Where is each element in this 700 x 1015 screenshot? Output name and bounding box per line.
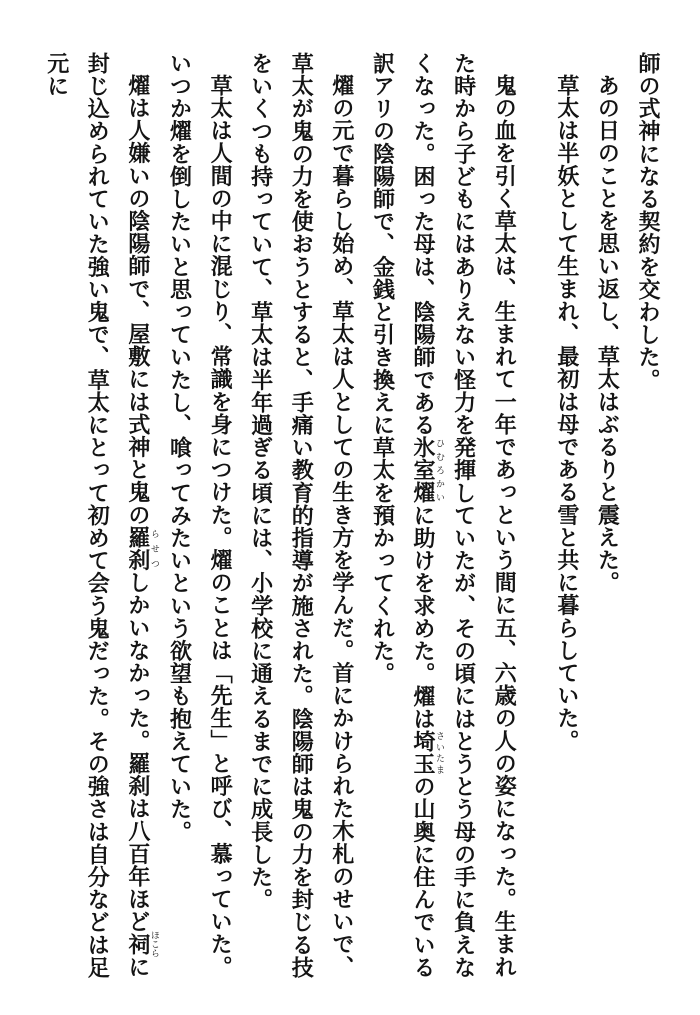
text-segment: 燿は人嫌いの陰陽師で、屋敷には式神と鬼の	[124, 74, 151, 526]
text-segment: に封じ込められていた強い鬼で、草太にとって初めて会う鬼だった。その強さは自分などは足元に	[43, 52, 151, 979]
text-segment: は八百年ほど	[124, 797, 151, 933]
text-segment: の山奥に住んでいる訳アリの陰陽師で、金銭と引き換えに草太を預かってくれた。	[369, 52, 437, 979]
text-segment: は	[410, 707, 437, 731]
text-segment: しかいなかった。	[124, 571, 151, 753]
ruby-saitama: 埼玉さいたま	[410, 730, 445, 776]
ruby-hokora: 祠ほこら	[124, 930, 159, 958]
text-segment: 鬼の血を引く草太は、生まれて一年であっという間に五、六歳の人の姿になった。生まれた時から子どもにはありえない怪力を発揮していたが、その頃にはとうとう母の手に負えなくなった。困った母は、陰陽師である	[410, 52, 518, 979]
ruby-rasetsu: 羅刹らせつ	[124, 526, 159, 572]
vertical-body-text	[36, 52, 668, 982]
paragraph-rasetsu	[36, 52, 159, 982]
paragraph-recall: あの日のことを思い返し、草太はぶるりと震えた。	[594, 74, 621, 594]
paragraph-training: 燿の元で暮らし始め、草太は人としての生き方を学んだ。首にかけられた木札のせいで、草太が鬼の力を使おうとすると、手痛い教育的指導が施された。陰陽師は鬼の力を封じる技をいくつも持っていて、草太は半年過ぎる頃には、小学校に通えるまでに成長した。	[247, 52, 355, 979]
paragraph-half-yokai: 草太は半妖として生まれ、最初は母である雪と共に暮らしていた。	[553, 74, 580, 752]
ruby-kai: 燿	[410, 684, 437, 708]
paragraph-contract: 師の式神になる契約を交わした。	[635, 52, 661, 391]
paragraph-oni-blood	[362, 52, 524, 982]
ruby-himurokai: 氷室燿ひむろかい	[410, 436, 445, 505]
text-segment: に助けを求めた。	[410, 504, 437, 685]
paragraph-school: 草太は人間の中に混じり、常識を身につけた。燿のことは「先生」と呼び、慕っていた。いつか燿を倒したいと思っていたし、喰ってみたいという欲望も抱えていた。	[166, 52, 234, 978]
ruby-rasetsu-2: 羅刹	[124, 752, 151, 798]
